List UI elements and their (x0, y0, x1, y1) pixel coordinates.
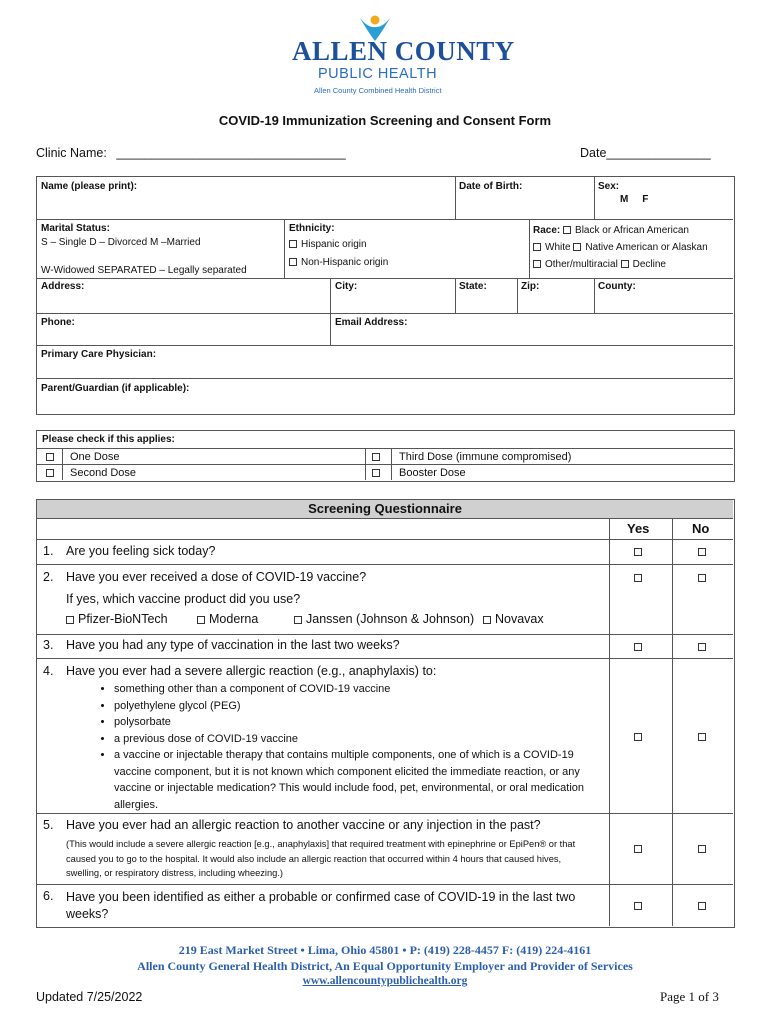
ethnicity-nonhispanic[interactable]: Non-Hispanic origin (289, 257, 388, 268)
q4-text: Have you ever had a severe allergic reaction (e.g., anaphylaxis) to: (66, 664, 437, 678)
q1-yes-checkbox[interactable] (634, 548, 642, 556)
q2-number: 2. (43, 570, 54, 584)
checkbox[interactable] (621, 260, 629, 268)
no-header: No (692, 521, 710, 536)
q2-followup: If yes, which vaccine product did you use? (66, 592, 301, 606)
booster-label: Booster Dose (399, 467, 466, 479)
date-label: Date_______________ (580, 146, 711, 160)
marital-options-2[interactable]: W-Widowed SEPARATED – Legally separated (41, 265, 247, 276)
q1-no-checkbox[interactable] (698, 548, 706, 556)
checkbox-second-dose[interactable] (46, 469, 54, 477)
q6-number: 6. (43, 889, 54, 903)
name-label[interactable]: Name (please print): (41, 181, 138, 192)
address-label[interactable]: Address: (41, 281, 85, 292)
clinic-name-field[interactable]: _________________________________ (116, 146, 346, 160)
zip-label[interactable]: Zip: (521, 281, 540, 292)
q3-yes-checkbox[interactable] (634, 643, 642, 651)
page-number: Page 1 of 3 (660, 989, 719, 1004)
sex-options[interactable]: M F (620, 194, 649, 205)
checkbox[interactable] (289, 240, 297, 248)
race-row-3[interactable]: Other/multiracial Decline (533, 259, 666, 270)
yes-header: Yes (627, 521, 650, 536)
checkbox[interactable] (563, 226, 571, 234)
checkbox[interactable] (289, 258, 297, 266)
q4-item: • a previous dose of COVID-19 vaccine (114, 731, 605, 748)
marital-options-1[interactable]: S – Single D – Divorced M –Married (41, 237, 201, 248)
clinic-name-label: Clinic Name: _________________________________ (36, 146, 346, 160)
checkbox[interactable] (294, 616, 302, 624)
third-dose-label: Third Dose (immune compromised) (399, 451, 572, 463)
q2-text: Have you ever received a dose of COVID-19 vaccine? (66, 570, 367, 584)
q4-item: • polysorbate (114, 714, 605, 731)
checkbox[interactable] (66, 616, 74, 624)
vaccine-janssen[interactable]: Janssen (Johnson & Johnson) (294, 612, 474, 626)
city-label[interactable]: City: (335, 281, 358, 292)
guardian-label[interactable]: Parent/Guardian (if applicable): (41, 383, 190, 394)
q4-item: • polyethylene glycol (PEG) (114, 698, 605, 715)
vaccine-moderna[interactable]: Moderna (197, 612, 258, 626)
sex-label: Sex: (598, 181, 620, 192)
date-field[interactable]: _______________ (606, 146, 711, 160)
checkbox[interactable] (573, 243, 581, 251)
vaccine-novavax[interactable]: Novavax (483, 612, 544, 626)
logo-subtitle: PUBLIC HEALTH (318, 66, 438, 82)
screening-title: Screening Questionnaire (308, 501, 462, 516)
footer-address: 219 East Market Street • Lima, Ohio 45801 • P: (419) 228-4457 F: (419) 224-4161 (178, 943, 592, 957)
checkbox-third-dose[interactable] (372, 453, 380, 461)
q2-no-checkbox[interactable] (698, 574, 706, 582)
footer-website-link[interactable]: www.allencountypublichealth.org (302, 975, 468, 987)
checkbox[interactable] (533, 260, 541, 268)
county-label[interactable]: County: (598, 281, 636, 292)
q6-yes-checkbox[interactable] (634, 902, 642, 910)
vaccine-pfizer[interactable]: Pfizer-BioNTech (66, 612, 168, 626)
second-dose-label: Second Dose (70, 467, 137, 479)
q4-item: • something other than a component of COVID-19 vaccine (114, 681, 605, 698)
q5-number: 5. (43, 818, 54, 832)
logo-tagline: Allen County Combined Health District (314, 86, 442, 95)
checkbox[interactable] (197, 616, 205, 624)
updated-date: Updated 7/25/2022 (36, 990, 143, 1004)
q6-text: Have you been identified as either a probable or confirmed case of COVID-19 in the last two weeks? (66, 890, 576, 921)
pcp-label[interactable]: Primary Care Physician: (41, 349, 157, 360)
q5-detail: (This would include a severe allergic reaction [e.g., anaphylaxis] that required treatment with epinephrine or EpiPen® or that caused you to go to the hospital. It would also include an allergic reaction that occurred within 4 hours that caused hives, swelling, or respiratory distress, including wheezing.) (66, 839, 576, 878)
phone-label[interactable]: Phone: (41, 317, 75, 328)
q5-text: Have you ever had an allergic reaction to another vaccine or any injection in the past? (66, 818, 541, 832)
checkbox[interactable] (483, 616, 491, 624)
one-dose-label: One Dose (70, 451, 120, 463)
q5-no-checkbox[interactable] (698, 845, 706, 853)
q1-number: 1. (43, 544, 54, 558)
race-row-1[interactable]: Race: Black or African American (533, 225, 689, 236)
footer-org: Allen County General Health District, An Equal Opportunity Employer and Provider of Services (137, 959, 633, 973)
q4-no-checkbox[interactable] (698, 733, 706, 741)
q4-number: 4. (43, 664, 54, 678)
ethnicity-label: Ethnicity: (289, 223, 335, 234)
checkbox-one-dose[interactable] (46, 453, 54, 461)
q3-number: 3. (43, 638, 54, 652)
form-title: COVID-19 Immunization Screening and Consent Form (218, 113, 552, 128)
q4-list (60, 681, 605, 813)
q3-text: Have you had any type of vaccination in the last two weeks? (66, 638, 400, 652)
dose-header: Please check if this applies: (42, 434, 175, 445)
q4-item: • a vaccine or injectable therapy that contains multiple components, one of which is a COVID-19 vaccine component, but it is not known which component elicited the immediate reaction, or any vaccine or injectable medication? This would include food, pet, environmental, or oral medication allergies. (114, 747, 605, 813)
checkbox[interactable] (533, 243, 541, 251)
q2-yes-checkbox[interactable] (634, 574, 642, 582)
marital-label: Marital Status: (41, 223, 110, 234)
q5-yes-checkbox[interactable] (634, 845, 642, 853)
ethnicity-hispanic[interactable]: Hispanic origin (289, 239, 367, 250)
dob-label[interactable]: Date of Birth: (459, 181, 523, 192)
email-label[interactable]: Email Address: (335, 317, 408, 328)
q6-no-checkbox[interactable] (698, 902, 706, 910)
q1-text: Are you feeling sick today? (66, 544, 216, 558)
q3-no-checkbox[interactable] (698, 643, 706, 651)
state-label[interactable]: State: (459, 281, 487, 292)
q4-yes-checkbox[interactable] (634, 733, 642, 741)
checkbox-booster[interactable] (372, 469, 380, 477)
patient-info-box (36, 176, 735, 415)
logo-title: ALLEN COUNTY (292, 36, 515, 66)
race-row-2[interactable]: White Native American or Alaskan (533, 242, 708, 253)
